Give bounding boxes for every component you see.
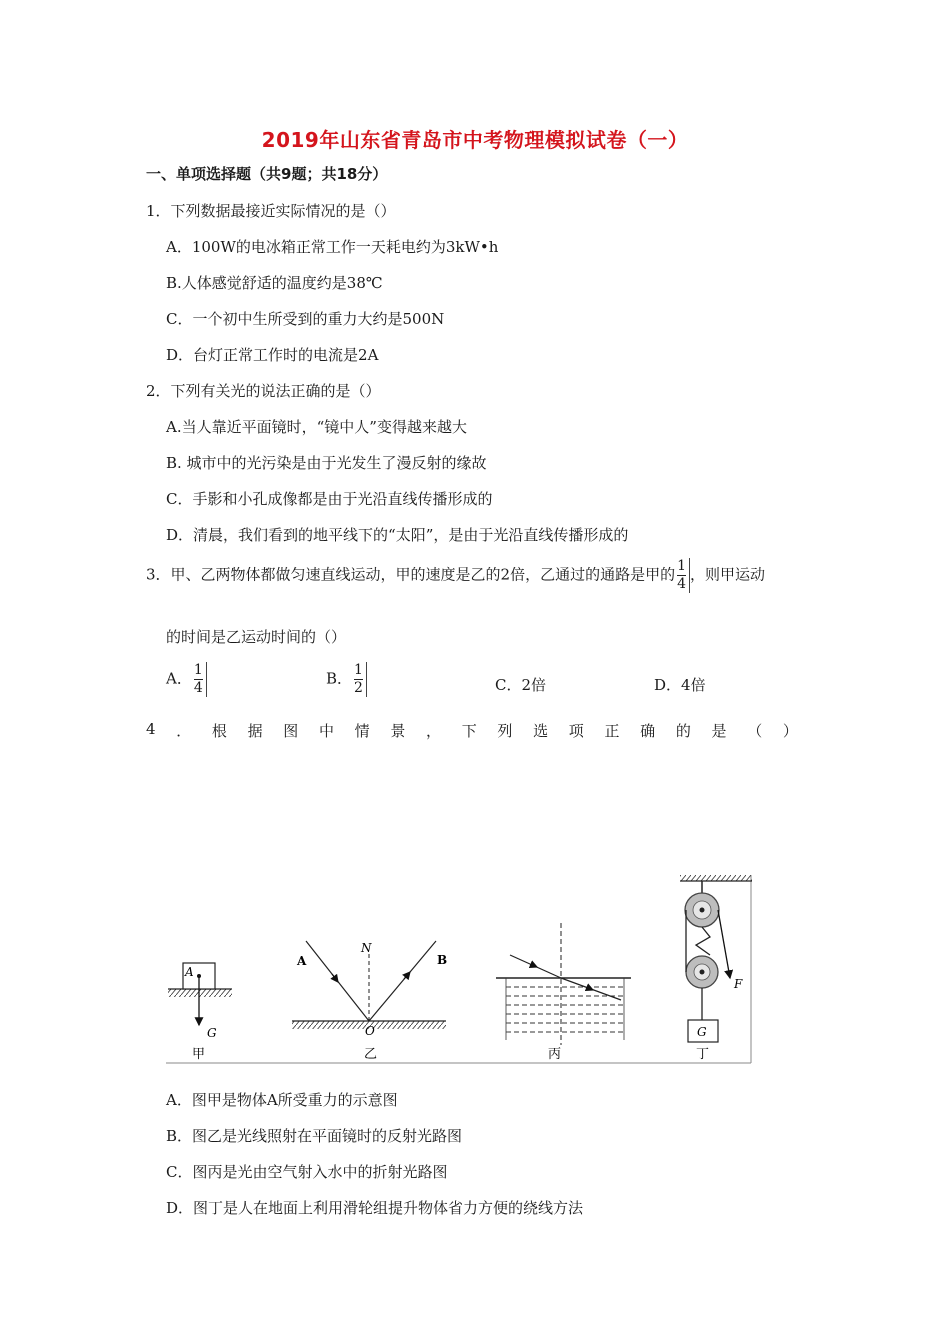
q4-stem-char: 4 <box>146 720 156 738</box>
q4-stem-char: ． <box>176 722 192 740</box>
q4-stem-char: 根 <box>211 722 227 740</box>
q3-stem-before: 3．甲、乙两物体都做匀速直线运动，甲的速度是乙的2倍，乙通过的通路是甲的 <box>146 565 676 584</box>
q1-stem: 1．下列数据最接近实际情况的是（） <box>146 202 396 220</box>
section-heading: 一、单项选择题（共9题；共18分） <box>146 165 388 183</box>
ray-a-label: A <box>297 954 307 968</box>
diagram-ding-label: 丁 <box>696 1047 710 1062</box>
q4-stem-char: 确 <box>640 722 656 740</box>
q4-stem-char: （ <box>747 722 763 740</box>
q4-option-a: A．图甲是物体A所受重力的示意图 <box>166 1091 398 1109</box>
q4-stem-char: 中 <box>318 722 334 740</box>
q1-option-c: C．一个初中生所受到的重力大约是500N <box>166 310 445 328</box>
q1-option-b: B.人体感觉舒适的温度约是38℃ <box>166 274 383 292</box>
diagram-yi-label: 乙 <box>364 1047 378 1062</box>
q2-option-c: C．手影和小孔成像都是由于光沿直线传播形成的 <box>166 490 493 508</box>
diagram-bing-label: 丙 <box>548 1047 562 1062</box>
normal-n-label: N <box>361 941 372 955</box>
q4-stem-char: 图 <box>283 722 299 740</box>
q3-option-a-fraction <box>192 662 207 697</box>
weight-g-label: G <box>697 1025 707 1039</box>
diagram-ding <box>680 875 752 1062</box>
q3-option-b-numerator: 1 <box>354 662 363 678</box>
q3-option-c: C．2倍 <box>495 676 547 694</box>
q4-stem-char: 选 <box>533 722 549 740</box>
q2-option-b: B. 城市中的光污染是由于光发生了漫反射的缘故 <box>166 454 487 472</box>
q3-option-b-denominator: 2 <box>354 680 363 696</box>
q3-option-a <box>166 662 207 697</box>
diagram-jia-label: 甲 <box>192 1047 206 1062</box>
gravity-g-label: G <box>207 1026 217 1040</box>
q1-option-a: A．100W的电冰箱正常工作一天耗电约为3kW•h <box>166 238 499 256</box>
q4-stem-char: 列 <box>497 722 513 740</box>
block-a-label: A <box>185 965 194 979</box>
force-f-label: F <box>734 977 743 991</box>
q4-stem-char: 景 <box>390 722 406 740</box>
q4-stem-char: 下 <box>461 722 477 740</box>
q4-stem-char: 项 <box>568 722 584 740</box>
q3-stem-after: ，则甲运动 <box>690 565 766 584</box>
q4-stem-char: 是 <box>711 722 727 740</box>
q3-option-b <box>326 662 367 697</box>
q3-option-d: D．4倍 <box>654 676 706 694</box>
q3-stem-line2: 的时间是乙运动时间的（） <box>166 628 347 646</box>
q4-stem-char: 据 <box>247 722 263 740</box>
optics-mechanics-figure <box>166 875 752 1064</box>
q2-stem: 2．下列有关光的说法正确的是（） <box>146 382 381 400</box>
q3-option-a-denominator: 4 <box>193 680 203 696</box>
q4-option-c: C．图丙是光由空气射入水中的折射光路图 <box>166 1163 448 1181</box>
q4-stem-char: ） <box>782 722 798 740</box>
q4-stem <box>146 720 798 741</box>
q2-option-a: A.当人靠近平面镜时，“镜中人”变得越来越大 <box>166 418 467 436</box>
q3-option-b-label: B． <box>326 669 353 688</box>
q3-stem <box>146 558 765 593</box>
diagram-jia <box>168 963 232 1062</box>
q3-option-b-fraction <box>352 662 367 697</box>
diagram-yi <box>292 941 447 1062</box>
q3-option-a-label: A． <box>166 669 192 688</box>
q3-fraction-numerator: 1 <box>677 558 687 574</box>
q4-stem-char: ， <box>426 722 442 740</box>
page-title: 2019年山东省青岛市中考物理模拟试卷（一） <box>261 128 689 152</box>
q4-stem-char: 正 <box>604 722 620 740</box>
point-o-label: O <box>365 1024 375 1038</box>
ray-b-label: B <box>437 953 448 967</box>
q4-option-b: B．图乙是光线照射在平面镜时的反射光路图 <box>166 1127 463 1145</box>
q4-option-d: D．图丁是人在地面上利用滑轮组提升物体省力方便的绕线方法 <box>166 1199 584 1217</box>
q3-option-a-numerator: 1 <box>193 662 203 678</box>
diagram-bing <box>496 923 631 1062</box>
q4-stem-char: 情 <box>354 722 370 740</box>
q3-fraction-denominator: 4 <box>677 576 687 592</box>
q1-option-d: D．台灯正常工作时的电流是2A <box>166 346 379 364</box>
q4-stem-char: 的 <box>675 722 691 740</box>
q2-option-d: D．清晨，我们看到的地平线下的“太阳”，是由于光沿直线传播形成的 <box>166 526 629 544</box>
q3-fraction <box>675 558 690 593</box>
